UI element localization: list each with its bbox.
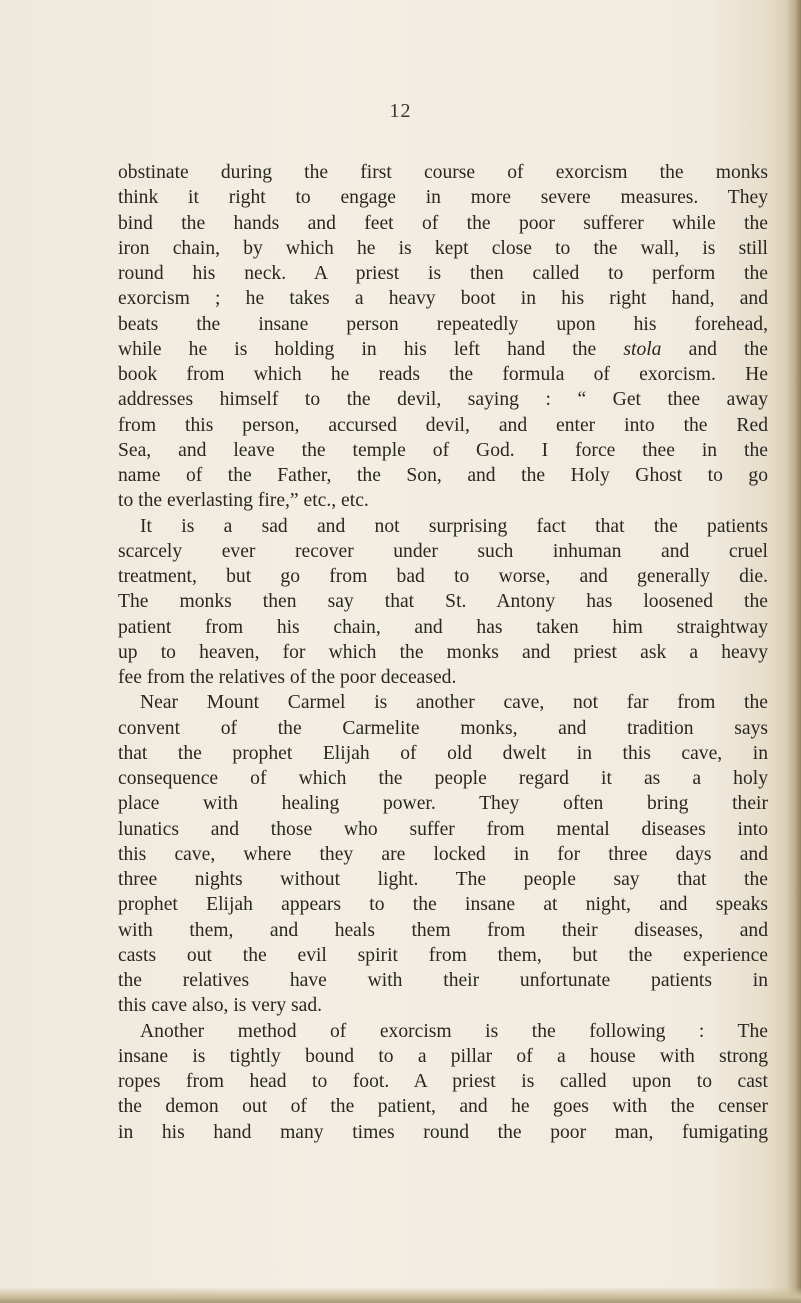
text-line: convent of the Carmelite monks, and tradition says [118,717,768,739]
text-line: think it right to engage in more severe measures. They [118,187,768,209]
body-text [118,160,768,1145]
text-line: Sea, and leave the temple of God. I force thee in the [118,439,768,461]
text-fragment: and the [688,338,768,360]
text-line: ropes from head to foot. A priest is called upon to cast [118,1071,768,1092]
paragraph-start: It is a sad and not surprising fact that the patients [140,515,768,537]
text-line: treatment, but go from bad to worse, and generally die. [118,566,768,587]
text-line: fee from the relatives of the poor deceased. [118,667,457,688]
text-line: obstinate during the first course of exorcism the monks [118,162,768,183]
text-line: the relatives have with their unfortunate patients in [118,970,768,991]
text-line: prophet Elijah appears to the insane at night, and speaks [118,894,768,916]
text-line: to the everlasting fire,” etc., etc. [118,490,369,512]
text-line-with-italic [118,337,768,362]
text-line: place with healing power. They often bring their [118,793,768,815]
text-line: up to heaven, for which the monks and priest ask a heavy [118,641,768,663]
text-line: lunatics and those who suffer from mental diseases into [118,818,768,840]
paragraph-start: Near Mount Carmel is another cave, not far from the [140,692,768,714]
text-line: the demon out of the patient, and he goes with the censer [118,1096,768,1118]
text-line: from this person, accursed devil, and enter into the Red [118,414,768,436]
text-line: insane is tightly bound to a pillar of a house with strong [118,1045,768,1067]
text-line: addresses himself to the devil, saying : “ Get thee away [118,389,768,411]
text-line: beats the insane person repeatedly upon his forehead, [118,313,768,335]
page-edge-bottom [0,1287,801,1303]
italic-word-stola: stola [623,338,662,360]
paragraph-start: Another method of exorcism is the following : The [140,1020,768,1042]
text-line: exorcism ; he takes a heavy boot in his right hand, and [118,288,768,310]
text-line: three nights without light. The people say that the [118,869,768,890]
text-line: that the prophet Elijah of old dwelt in this cave, in [118,742,768,764]
text-line: name of the Father, the Son, and the Holy Ghost to go [118,465,768,486]
text-line: book from which he reads the formula of exorcism. He [118,364,768,385]
text-fragment: while he is holding in his left hand the [118,338,597,360]
text-line: casts out the evil spirit from them, but the experience [118,944,768,966]
text-line: round his neck. A priest is then called to perform the [118,263,768,284]
text-line: patient from his chain, and has taken him straightway [118,616,768,638]
text-line: The monks then say that St. Antony has loosened the [118,591,768,613]
text-line: this cave also, is very sad. [118,995,323,1017]
page-number: 12 [389,100,412,122]
page-edge-right [787,0,801,1303]
text-line: bind the hands and feet of the poor sufferer while the [118,212,768,234]
text-line: this cave, where they are locked in for three days and [118,843,768,865]
text-line: iron chain, by which he is kept close to the wall, is still [118,237,768,259]
text-line: scarcely ever recover under such inhuman and cruel [118,540,768,562]
text-line: in his hand many times round the poor man, fumigating [118,1121,768,1143]
text-line: consequence of which the people regard it as a holy [118,768,768,789]
text-line: with them, and heals them from their diseases, and [118,919,768,941]
